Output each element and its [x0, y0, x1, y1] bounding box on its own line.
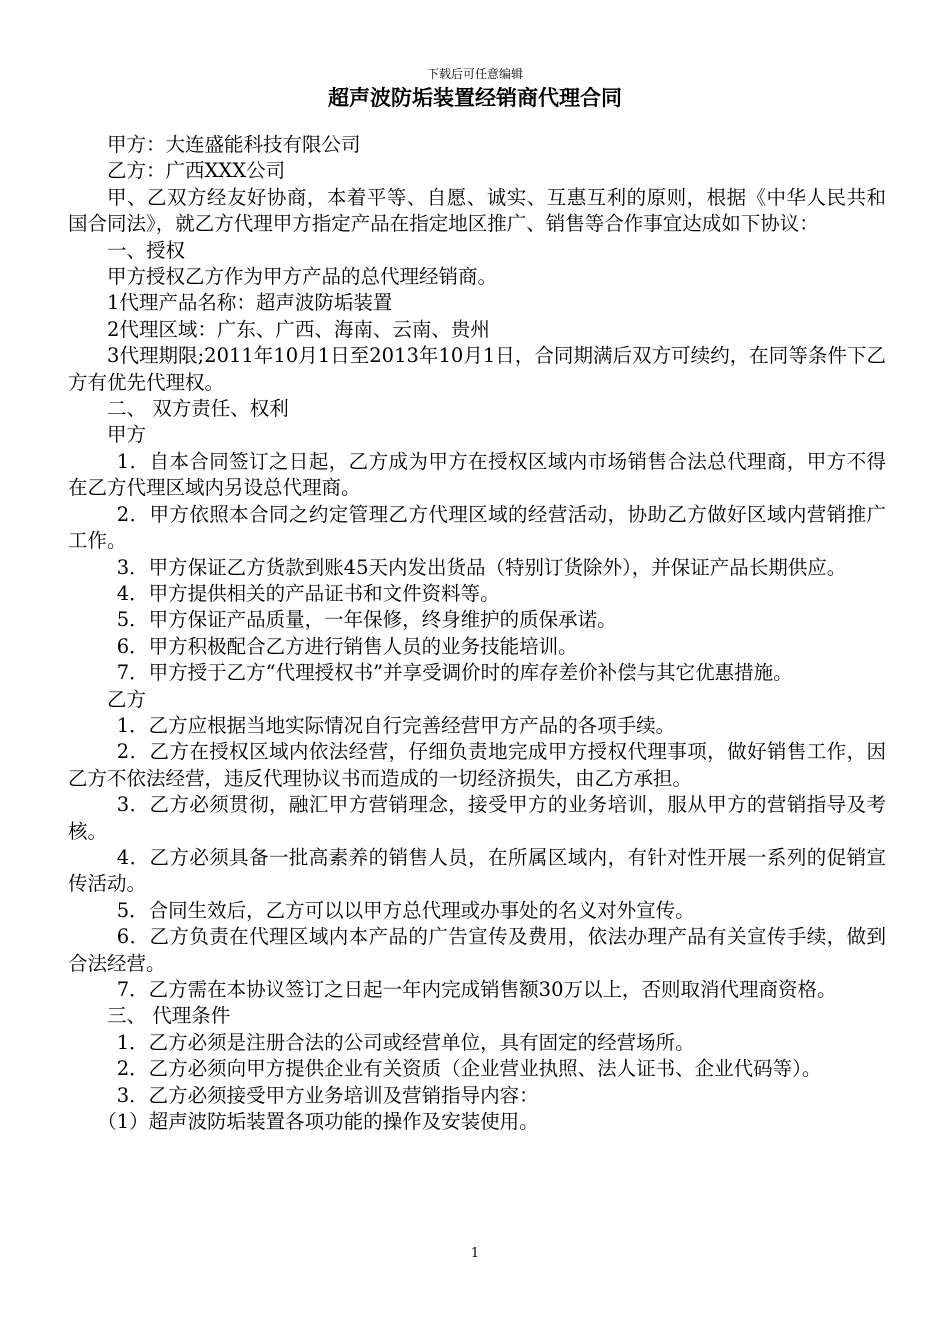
subsection-heading: 乙方	[107, 687, 147, 711]
clause: 2．乙方必须向甲方提供企业有关资质（企业营业执照、法人证书、企业代码等）。	[116, 1057, 822, 1081]
clause: 3．甲方保证乙方货款到账45天内发出货品（特别订货除外），并保证产品长期供应。	[116, 555, 847, 579]
document-body	[68, 132, 886, 1135]
clause: 1．自本合同签订之日起，乙方成为甲方在授权区域内市场销售合法总代理商，甲方不得在乙方代理区域内另设总代理商。	[68, 449, 886, 500]
clause: 6．乙方负责在代理区域内本产品的广告宣传及费用，依法办理产品有关宣传手续，做到合法经营。	[68, 925, 886, 975]
clause: 5．甲方保证产品质量，一年保修，终身维护的质保承诺。	[116, 608, 617, 632]
paragraph: 甲、乙双方经友好协商，本着平等、自愿、诚实、互惠互利的原则，根据《中华人民共和国合同法》，就乙方代理甲方指定产品在指定地区推广、销售等合作事宜达成如下协议：	[68, 185, 886, 236]
clause: 7．甲方授于乙方“代理授权书”并享受调价时的库存差价补偿与其它优惠措施。	[116, 661, 793, 685]
paragraph: 3代理期限;2011年10月1日至2013年10月1日，合同期满后双方可续约，在同等条件下乙方有优先代理权。	[68, 344, 886, 394]
page-number: 1	[470, 1246, 480, 1261]
clause: 6．甲方积极配合乙方进行销售人员的业务技能培训。	[116, 634, 578, 658]
clause: 3．乙方必须贯彻，融汇甲方营销理念，接受甲方的业务培训，服从甲方的营销指导及考核。	[68, 793, 886, 843]
section-heading: 二、 双方责任、权利	[107, 397, 289, 421]
paragraph: 2代理区域：广东、广西、海南、云南、贵州	[107, 317, 490, 341]
header-note: 下载后可任意编辑	[426, 67, 523, 81]
clause: 4．甲方提供相关的产品证书和文件资料等。	[116, 581, 500, 605]
clause: 2．乙方在授权区域内依法经营，仔细负责地完成甲方授权代理事项，做好销售工作，因乙方不依法经营，违反代理协议书而造成的一切经济损失，由乙方承担。	[68, 740, 886, 790]
clause: 3．乙方必须接受甲方业务培训及营销指导内容：	[116, 1083, 539, 1107]
document-title: 超声波防垢装置经销商代理合同	[328, 85, 622, 110]
clause: 5．合同生效后，乙方可以以甲方总代理或办事处的名义对外宣传。	[116, 898, 695, 922]
paragraph: 甲方授权乙方作为甲方产品的总代理经销商。	[107, 265, 498, 289]
clause: 1．乙方应根据当地实际情况自行完善经营甲方产品的各项手续。	[116, 713, 676, 737]
clause: 7．乙方需在本协议签订之日起一年内完成销售额30万以上，否则取消代理商资格。	[116, 978, 837, 1001]
clause: 1．乙方必须是注册合法的公司或经营单位，具有固定的经营场所。	[116, 1030, 695, 1054]
clause: 2．甲方依照本合同之约定管理乙方代理区域的经营活动，协助乙方做好区域内营销推广工作。	[68, 502, 886, 553]
subsection-heading: 甲方	[107, 423, 147, 447]
paragraph: 1代理产品名称：超声波防垢装置	[107, 291, 393, 315]
clause: 4．乙方必须具备一批高素养的销售人员，在所属区域内，有针对性开展一系列的促销宣传活动。	[68, 845, 886, 896]
paragraph: 甲方：大连盛能科技有限公司	[107, 133, 361, 156]
section-heading: 一、授权	[107, 238, 186, 262]
paragraph: 乙方：广西XXX公司	[107, 159, 286, 183]
section-heading: 三、 代理条件	[107, 1004, 231, 1028]
clause: （1）超声波防垢装置各项功能的操作及安装使用。	[97, 1110, 539, 1134]
